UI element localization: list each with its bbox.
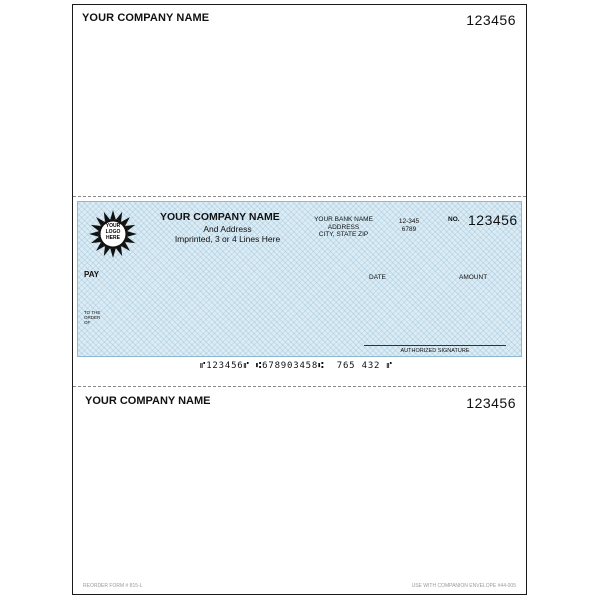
signature-line xyxy=(364,345,506,346)
logo-ray xyxy=(110,249,115,258)
to-order-line: OF xyxy=(84,320,91,325)
signature-label: AUTHORIZED SIGNATURE xyxy=(400,348,470,354)
micr-line: ⑈123456⑈ ⑆678903458⑆ 765 432 ⑈ xyxy=(200,361,393,371)
logo-text-line: YOUR xyxy=(105,223,121,229)
bank-info xyxy=(306,216,381,239)
address-line: Imprinted, 3 or 4 Lines Here xyxy=(174,234,281,244)
address-line: And Address xyxy=(203,224,252,234)
top-stub-check-number: 123456 xyxy=(466,12,516,28)
check-company-name: YOUR COMPANY NAME xyxy=(160,211,280,223)
top-perforation xyxy=(73,196,526,197)
routing-fraction xyxy=(394,218,424,233)
check-number-label: NO. xyxy=(448,216,460,223)
bank-line: YOUR BANK NAME xyxy=(314,216,373,223)
bank-line: ADDRESS xyxy=(327,223,360,231)
bottom-stub-check-number: 123456 xyxy=(466,395,516,411)
logo-ray xyxy=(110,210,115,219)
fraction-line: 12-345 xyxy=(398,218,420,225)
to-order-line: ORDER xyxy=(84,315,101,320)
check-number: 123456 xyxy=(468,212,518,228)
pay-label: PAY xyxy=(84,270,100,279)
fraction-line: 6789 xyxy=(401,225,417,233)
bottom-perforation xyxy=(73,386,526,387)
check-body xyxy=(77,201,522,357)
bottom-stub-company-name: YOUR COMPANY NAME xyxy=(85,395,211,407)
logo-text xyxy=(88,223,138,241)
companion-envelope-text: USE WITH COMPANION ENVELOPE #44-005 xyxy=(411,583,516,589)
bank-line: CITY, STATE ZIP xyxy=(318,231,369,238)
check-company-address xyxy=(160,224,295,244)
to-the-order-of-label xyxy=(84,310,100,325)
date-label: DATE xyxy=(369,274,386,281)
amount-label: AMOUNT xyxy=(459,274,488,281)
check-form-sheet xyxy=(72,4,527,595)
logo-text-line: HERE xyxy=(106,235,120,241)
reorder-form-text: REORDER FORM # 815-L xyxy=(83,583,143,589)
to-order-line: TO THE xyxy=(84,310,101,315)
logo-text-line: LOGO xyxy=(105,229,121,235)
top-stub-company-name: YOUR COMPANY NAME xyxy=(82,12,210,24)
